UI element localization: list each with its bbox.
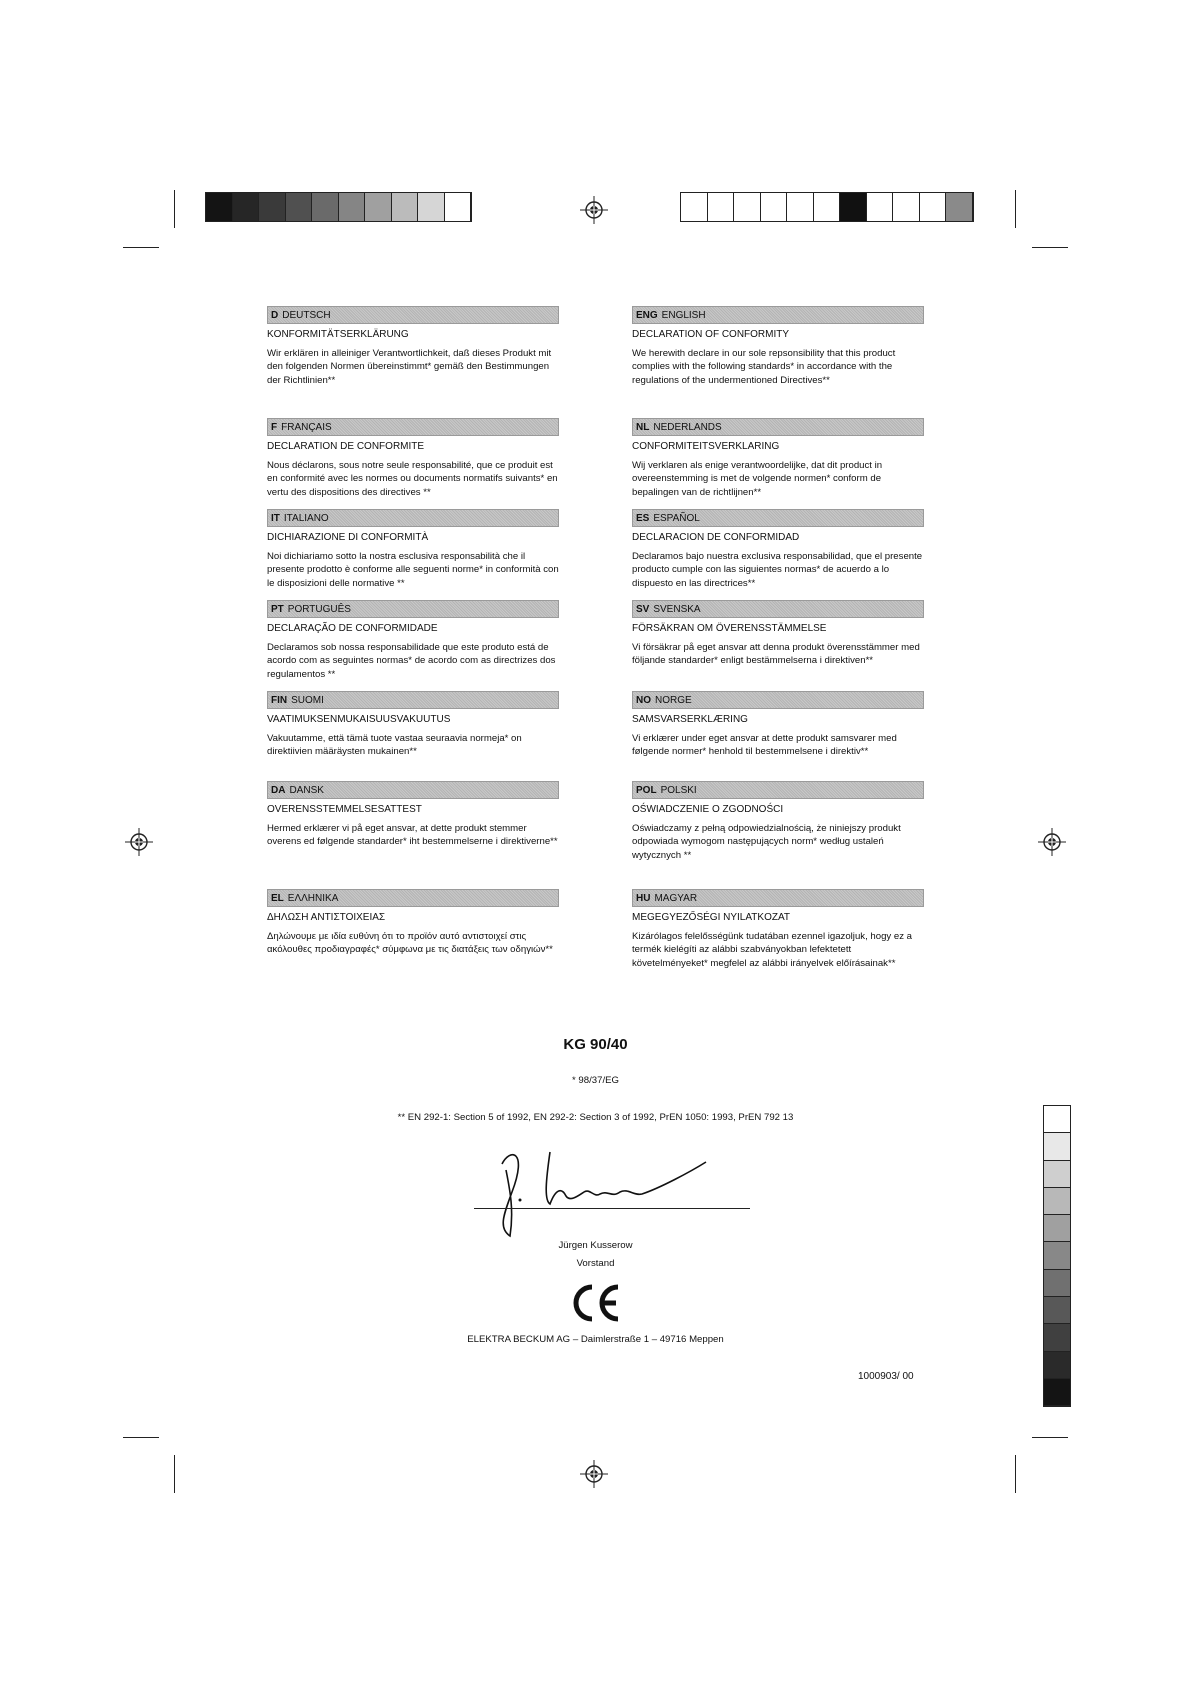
- grayscale-bar-left: [205, 192, 472, 222]
- declaration-pol: [632, 781, 924, 862]
- language-header: NL NEDERLANDS: [632, 418, 924, 436]
- declaration-fin: [267, 691, 559, 759]
- declaration-title: VAATIMUKSENMUKAISUUSVAKUUTUS: [267, 714, 451, 725]
- directive-reference: * 98/37/EG: [572, 1075, 619, 1086]
- declaration-es: [632, 509, 924, 590]
- crop-mark: [123, 1437, 159, 1438]
- language-header: FIN SUOMI: [267, 691, 559, 709]
- declaration-nl: [632, 418, 924, 499]
- declaration-eng: [632, 306, 924, 387]
- declaration-title: ΔΗΛΩΣΗ ΑΝΤΙΣΤΟΙΧΕΙΑΣ: [267, 912, 386, 923]
- grayscale-swatch: [259, 193, 286, 221]
- registration-mark-icon: [580, 196, 608, 224]
- declaration-title: OVERENSSTEMMELSESATTEST: [267, 804, 422, 815]
- registration-mark-icon: [580, 1460, 608, 1488]
- language-header: POL POLSKI: [632, 781, 924, 799]
- grayscale-swatch: [392, 193, 419, 221]
- crop-mark: [174, 1455, 175, 1493]
- language-header: EL ΕΛΛΗΝΙΚΑ: [267, 889, 559, 907]
- language-header: IT ITALIANO: [267, 509, 559, 527]
- signature-line: [474, 1208, 750, 1209]
- grayscale-swatch: [206, 193, 233, 221]
- signature-icon: [470, 1140, 750, 1240]
- declaration-title: DECLARACION DE CONFORMIDAD: [632, 532, 800, 543]
- ce-mark: [0, 1282, 1191, 1324]
- declaration-text: Δηλώνουμε με ιδία ευθύνη ότι το προϊόν αυτό αντιστοιχεί στις ακόλουθες προδιαγραφές* σύμφωνα με τις διατάξεις των οδηγιών**: [267, 930, 553, 956]
- grayscale-swatch: [708, 193, 735, 221]
- declaration-title: DECLARATION OF CONFORMITY: [632, 329, 790, 340]
- declaration-da: [267, 781, 559, 849]
- declaration-text: Hermed erklærer vi på eget ansvar, at dette produkt stemmer overens ed følgende standarder* iht bestemmelserne i direktiverne**: [267, 822, 558, 848]
- standards-reference: ** EN 292-1: Section 5 of 1992, EN 292-2: Section 3 of 1992, PrEN 1050: 1993, PrEN 792 13: [397, 1112, 794, 1123]
- grayscale-swatch: [761, 193, 788, 221]
- declaration-title: CONFORMITEITSVERKLARING: [632, 441, 780, 452]
- declaration-it: [267, 509, 559, 590]
- language-header: SV SVENSKA: [632, 600, 924, 618]
- declaration-title: OŚWIADCZENIE O ZGODNOŚCI: [632, 804, 784, 815]
- grayscale-swatch: [787, 193, 814, 221]
- language-header: NO NORGE: [632, 691, 924, 709]
- crop-mark: [1015, 190, 1016, 228]
- ce-mark-icon: [570, 1282, 622, 1324]
- grayscale-swatch: [233, 193, 260, 221]
- grayscale-swatch: [1044, 1379, 1070, 1406]
- grayscale-swatch: [946, 193, 973, 221]
- signer-name: Jürgen Kusserow: [558, 1240, 633, 1251]
- grayscale-swatch: [1044, 1352, 1070, 1379]
- crop-mark: [123, 247, 159, 248]
- declaration-text: We herewith declare in our sole repsonsibility that this product complies with the following standards* in accordance with the regulations of the undermentioned Directives**: [632, 347, 896, 386]
- language-header: DA DANSK: [267, 781, 559, 799]
- declaration-text: Vi försäkrar på eget ansvar att denna produkt överensstämmer med följande standarder* enligt bestämmelserna i direktiven**: [632, 641, 920, 667]
- declaration-text: Wir erklären in alleiniger Verantwortlichkeit, daß dieses Produkt mit den folgenden Normen übereinstimmt* gemäß den Bestimmungen der Richtlinien**: [267, 347, 552, 386]
- document-number: 1000903/ 00: [858, 1371, 914, 1382]
- declaration-text: Kizárólagos felelősségünk tudatában ezennel igazoljuk, hogy ez a termék kielégíti az alábbi szabványokban lefektetett követelményeket* megfelel az alábbi irányelvek előírásainak**: [632, 930, 913, 969]
- language-header: ENG ENGLISH: [632, 306, 924, 324]
- declaration-el: [267, 889, 559, 957]
- crop-mark: [1015, 1455, 1016, 1493]
- grayscale-bar-vertical: [1043, 1105, 1071, 1407]
- grayscale-swatch: [445, 193, 472, 221]
- grayscale-swatch: [365, 193, 392, 221]
- grayscale-bar-right: [680, 192, 974, 222]
- signer-role: Vorstand: [576, 1258, 615, 1269]
- grayscale-swatch: [814, 193, 841, 221]
- grayscale-swatch: [1044, 1161, 1070, 1188]
- model-number: KG 90/40: [563, 1036, 628, 1053]
- grayscale-swatch: [1044, 1215, 1070, 1242]
- declaration-title: FÖRSÄKRAN OM ÖVERENSSTÄMMELSE: [632, 623, 827, 634]
- grayscale-swatch: [893, 193, 920, 221]
- declaration-text: Declaramos sob nossa responsabilidade que este produto está de acordo com as seguintes normas* de acordo com as directrizes dos regulamentos **: [267, 641, 556, 680]
- declaration-title: DECLARAÇÃO DE CONFORMIDADE: [267, 623, 438, 634]
- grayscale-swatch: [312, 193, 339, 221]
- declaration-text: Wij verklaren als enige verantwoordelijke, dat dit product in overeenstemming is met de volgende normen* conform de bepalingen van de richtlijnen**: [632, 459, 883, 498]
- language-header: PT PORTUGUÊS: [267, 600, 559, 618]
- registration-mark-icon: [1038, 828, 1066, 856]
- declaration-title: DECLARATION DE CONFORMITE: [267, 441, 425, 452]
- declaration-text: Noi dichiariamo sotto la nostra esclusiva responsabilità che il presente prodotto è conforme alle seguenti norme* in conformità con le disposizioni delle normative **: [267, 550, 559, 589]
- crop-mark: [1032, 1437, 1068, 1438]
- grayscale-swatch: [418, 193, 445, 221]
- declaration-title: SAMSVARSERKLÆRING: [632, 714, 748, 725]
- language-header: D DEUTSCH: [267, 306, 559, 324]
- grayscale-swatch: [734, 193, 761, 221]
- registration-mark-icon: [125, 828, 153, 856]
- grayscale-swatch: [920, 193, 947, 221]
- language-header: ES ESPAÑOL: [632, 509, 924, 527]
- grayscale-swatch: [1044, 1133, 1070, 1160]
- declaration-fr: [267, 418, 559, 499]
- grayscale-swatch: [867, 193, 894, 221]
- crop-mark: [1032, 247, 1068, 248]
- declaration-title: MEGEGYEZŐSÉGI NYILATKOZAT: [632, 912, 790, 923]
- declaration-text: Oświadczamy z pełną odpowiedzialnością, że niniejszy produkt odpowiada wymogom następujących norm* według ustaleń wytycznych **: [632, 822, 901, 861]
- grayscale-swatch: [840, 193, 867, 221]
- company-address: ELEKTRA BECKUM AG – Daimlerstraße 1 – 49716 Meppen: [467, 1334, 724, 1345]
- declaration-title: DICHIARAZIONE DI CONFORMITÀ: [267, 532, 429, 543]
- crop-mark: [174, 190, 175, 228]
- declaration-text: Declaramos bajo nuestra exclusiva responsabilidad, que el presente producto cumple con las siguientes normas* de acuerdo a lo dispuesto en las directrices**: [632, 550, 923, 589]
- declaration-text: Vakuutamme, että tämä tuote vastaa seuraavia normeja* on direktiivien määräysten mukainen**: [267, 732, 522, 758]
- declaration-pt: [267, 600, 559, 681]
- declaration-title: KONFORMITÄTSERKLÄRUNG: [267, 329, 409, 340]
- grayscale-swatch: [339, 193, 366, 221]
- declaration-text: Vi erklærer under eget ansvar at dette produkt samsvarer med følgende normer* henhold til bestemmelsene i direktiv**: [632, 732, 897, 758]
- grayscale-swatch: [681, 193, 708, 221]
- declaration-sv: [632, 600, 924, 668]
- declaration-de: [267, 306, 559, 387]
- declaration-no: [632, 691, 924, 759]
- grayscale-swatch: [1044, 1188, 1070, 1215]
- language-header: HU MAGYAR: [632, 889, 924, 907]
- grayscale-swatch: [286, 193, 313, 221]
- language-header: F FRANÇAIS: [267, 418, 559, 436]
- declaration-text: Nous déclarons, sous notre seule responsabilité, que ce produit est en conformité avec les normes ou documents normatifs suivants* en vertu des dispositions des directives **: [267, 459, 558, 498]
- declaration-hu: [632, 889, 924, 970]
